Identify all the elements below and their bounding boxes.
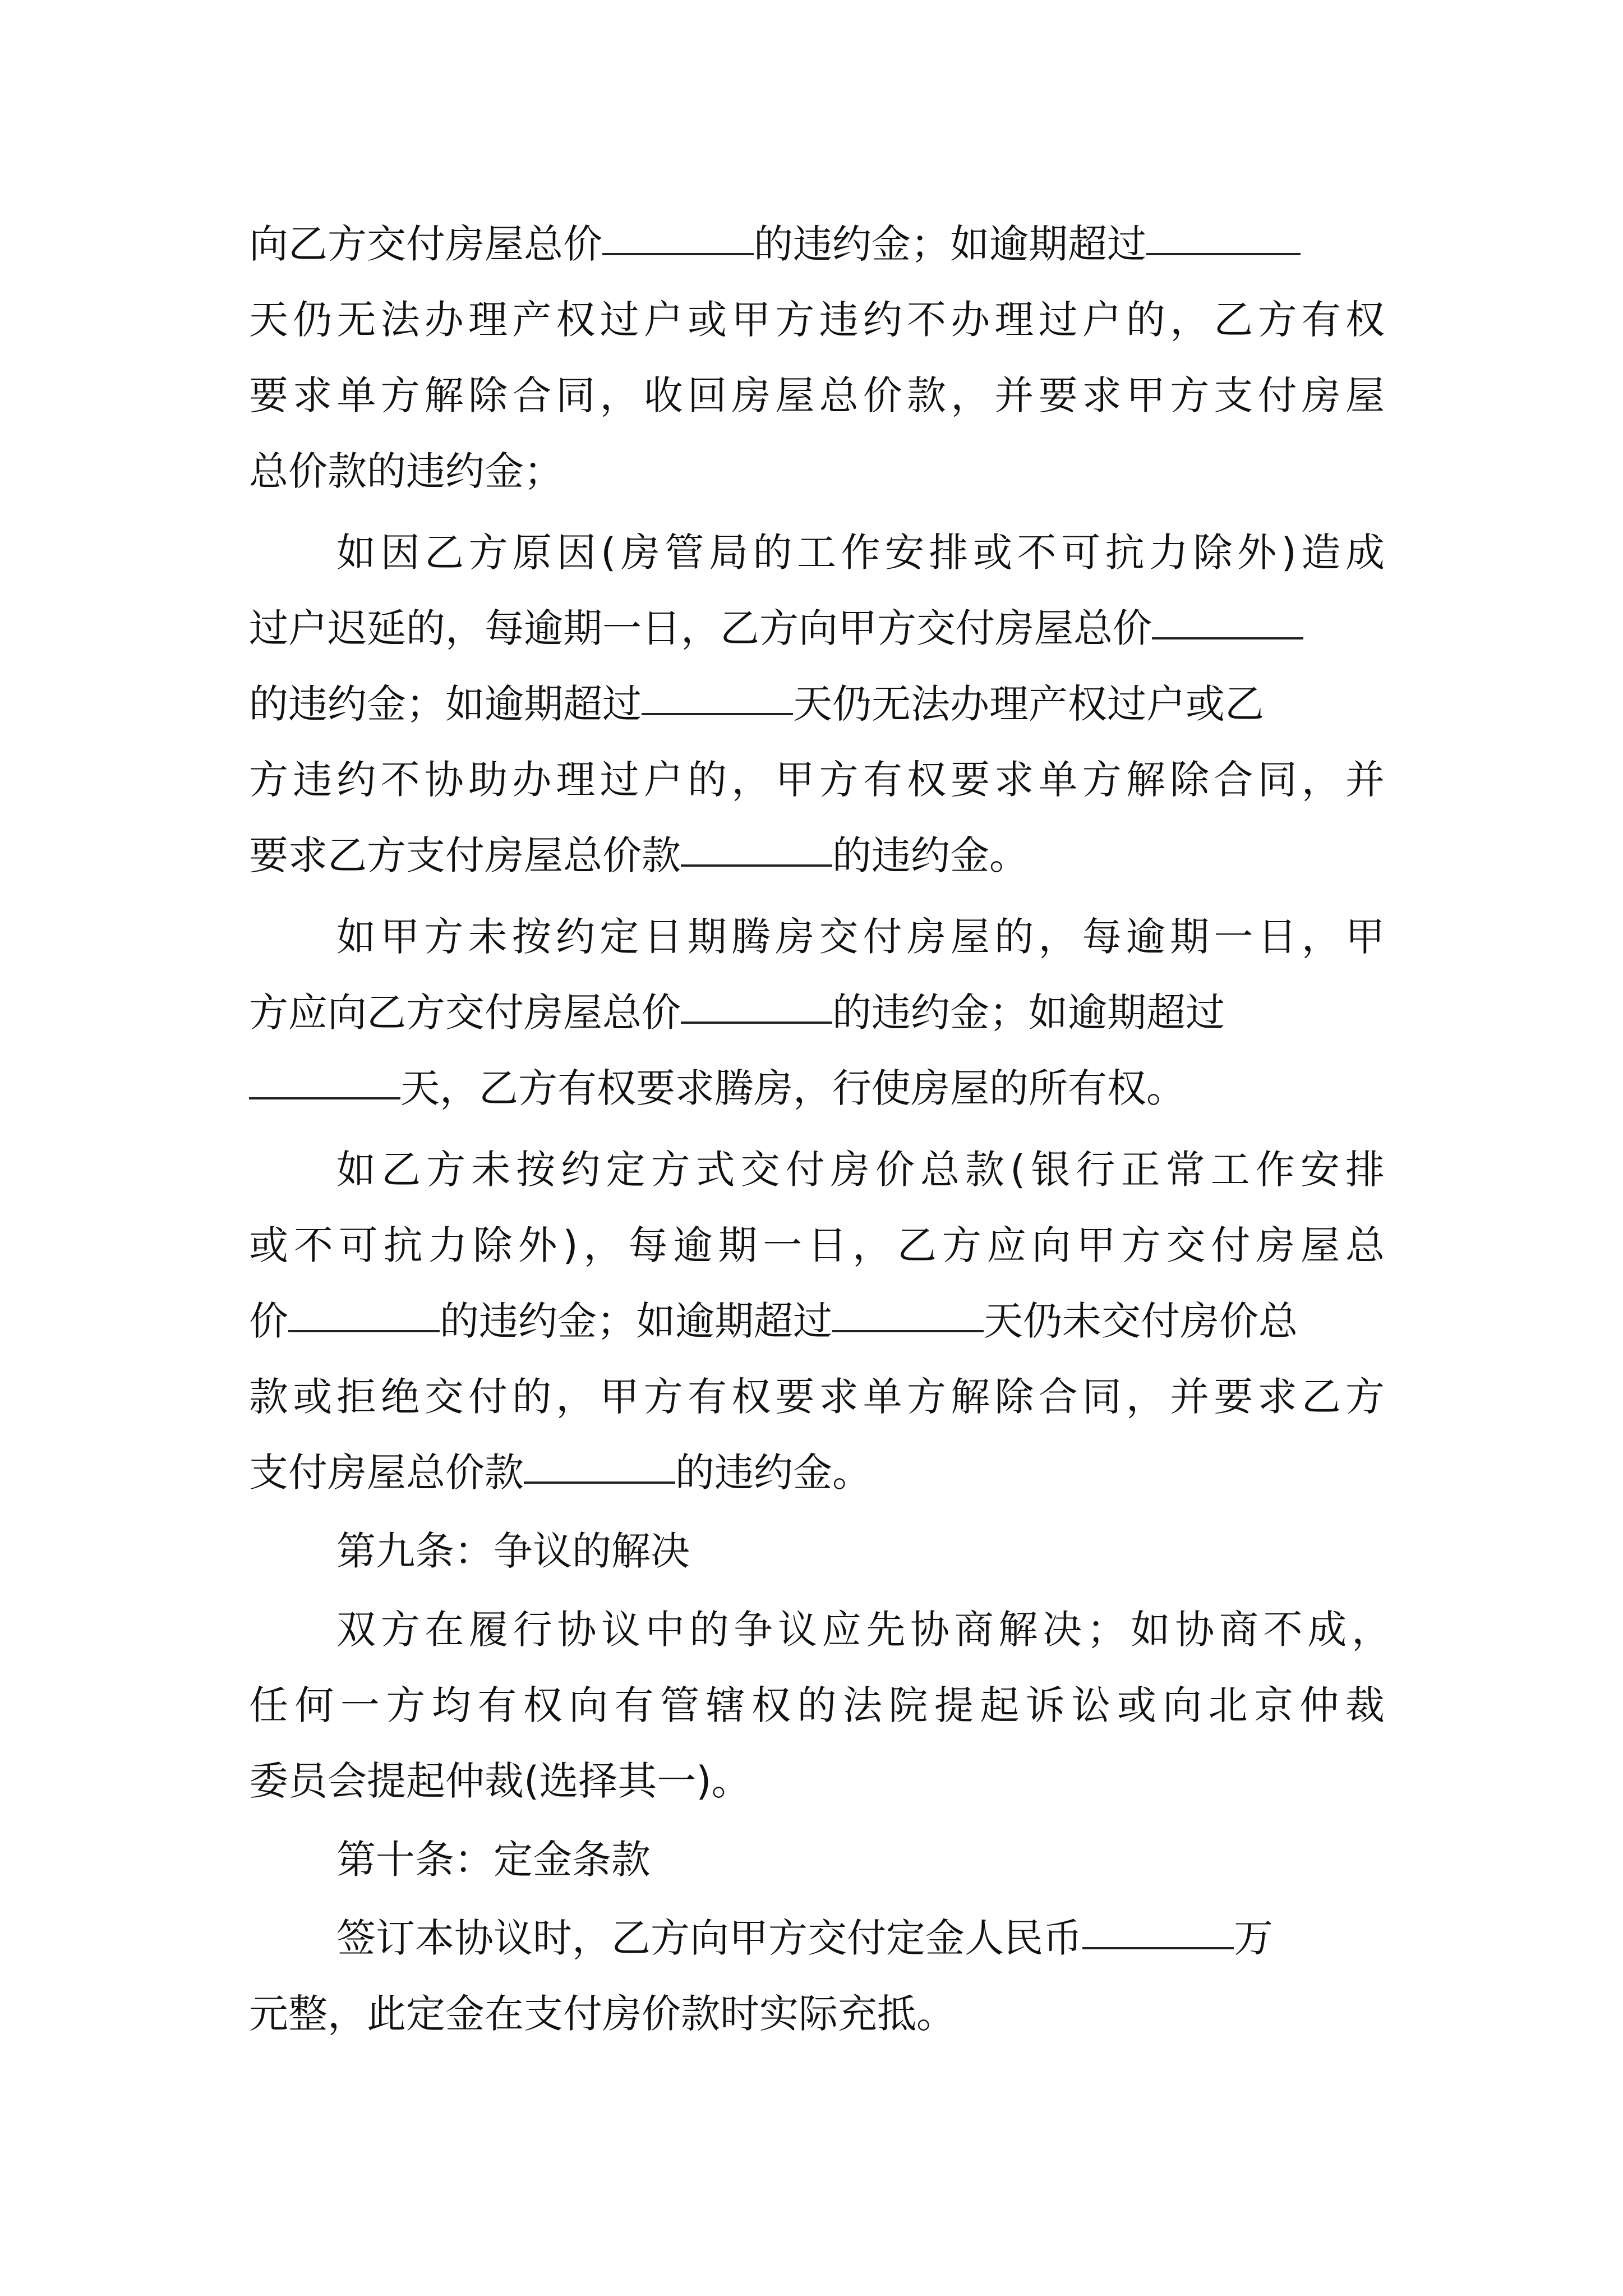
fill-blank <box>681 1022 832 1024</box>
line-text: 或不可抗力除外)，每逾期一日，乙方应向甲方交付房屋总 <box>249 1222 1385 1268</box>
line-text: 天仍无法办理产权过户或甲方违约不办理过户的，乙方有权 <box>249 297 1385 343</box>
section-heading <box>0 1832 1623 1888</box>
text-line <box>0 1293 1623 1349</box>
fill-blank <box>288 1330 440 1332</box>
text-line <box>0 676 1623 732</box>
line-text: 如因乙方原因(房管局的工作安排或不可抗力除外)造成 <box>336 530 1385 576</box>
fill-blank <box>642 713 793 715</box>
line-text: 双方在履行协议中的争议应先协商解决；如协商不成， <box>336 1607 1391 1653</box>
line-text: 任何一方均有权向有管辖权的法院提起诉讼或向北京仲裁 <box>249 1682 1385 1728</box>
text-line <box>0 1217 1623 1273</box>
text-line <box>0 367 1623 424</box>
fill-blank <box>681 864 832 867</box>
text-line <box>0 1602 1623 1658</box>
line-text: 向乙方交付房屋总价 的违约金；如逾期超过 <box>249 216 1385 272</box>
fill-blank <box>1152 637 1303 639</box>
line-text: 天，乙方有权要求腾房，行使房屋的所有权。 <box>249 1060 1186 1116</box>
line-text: 要求乙方支付房屋总价款 的违约金。 <box>249 832 1029 878</box>
fill-blank <box>1146 253 1301 255</box>
line-text: 方应向乙方交付房屋总价 的违约金；如逾期超过 <box>249 990 1225 1036</box>
fill-blank <box>524 1481 675 1484</box>
section-heading <box>0 1523 1623 1579</box>
text-line <box>0 1986 1623 2042</box>
line-text: 价 的违约金；如逾期超过 天仍未交付房价总 <box>249 1298 1298 1344</box>
line-text: 款或拒绝交付的，甲方有权要求单方解除合同，并要求乙方 <box>249 1374 1385 1420</box>
text-line <box>0 1369 1623 1425</box>
text-line <box>0 1677 1623 1733</box>
text-line <box>0 524 1623 581</box>
line-text: 要求单方解除合同，收回房屋总价款，并要求甲方支付房屋 <box>249 372 1385 418</box>
heading-text: 第十条：定金条款 <box>336 1837 651 1883</box>
fill-blank <box>602 253 754 255</box>
text-line <box>0 1060 1623 1116</box>
text-line <box>0 216 1623 272</box>
line-text: 方违约不协助办理过户的，甲方有权要求单方解除合同，并 <box>249 757 1385 803</box>
text-line <box>0 752 1623 808</box>
text-line <box>0 1753 1623 1809</box>
text-line <box>0 1910 1623 1966</box>
line-text: 签订本协议时，乙方向甲方交付定金人民币 万 <box>336 1915 1273 1961</box>
text-line <box>0 1142 1623 1198</box>
line-text: 支付房屋总价款 的违约金。 <box>249 1450 872 1496</box>
line-text: 如乙方未按约定方式交付房价总款(银行正常工作安排 <box>336 1147 1385 1193</box>
text-line <box>0 984 1623 1041</box>
text-line <box>0 909 1623 965</box>
fill-blank <box>1082 1947 1234 1949</box>
text-line <box>0 827 1623 884</box>
text-line <box>0 600 1623 656</box>
line-text: 元整，此定金在支付房价款时实际充抵。 <box>249 1991 956 2037</box>
line-text: 的违约金；如逾期超过 天仍无法办理产权过户或乙 <box>249 681 1264 727</box>
heading-text: 第九条：争议的解决 <box>336 1528 690 1574</box>
line-text: 委员会提起仲裁(选择其一)。 <box>249 1758 751 1804</box>
line-text: 过户迟延的，每逾期一日，乙方向甲方交付房屋总价 <box>249 600 1385 656</box>
text-line <box>0 1444 1623 1501</box>
fill-blank <box>832 1330 984 1332</box>
text-line <box>0 443 1623 499</box>
line-text: 总价款的违约金； <box>249 448 563 494</box>
fill-blank <box>249 1097 400 1099</box>
line-text: 如甲方未按约定日期腾房交付房屋的，每逾期一日，甲 <box>336 914 1385 960</box>
text-line <box>0 292 1623 348</box>
